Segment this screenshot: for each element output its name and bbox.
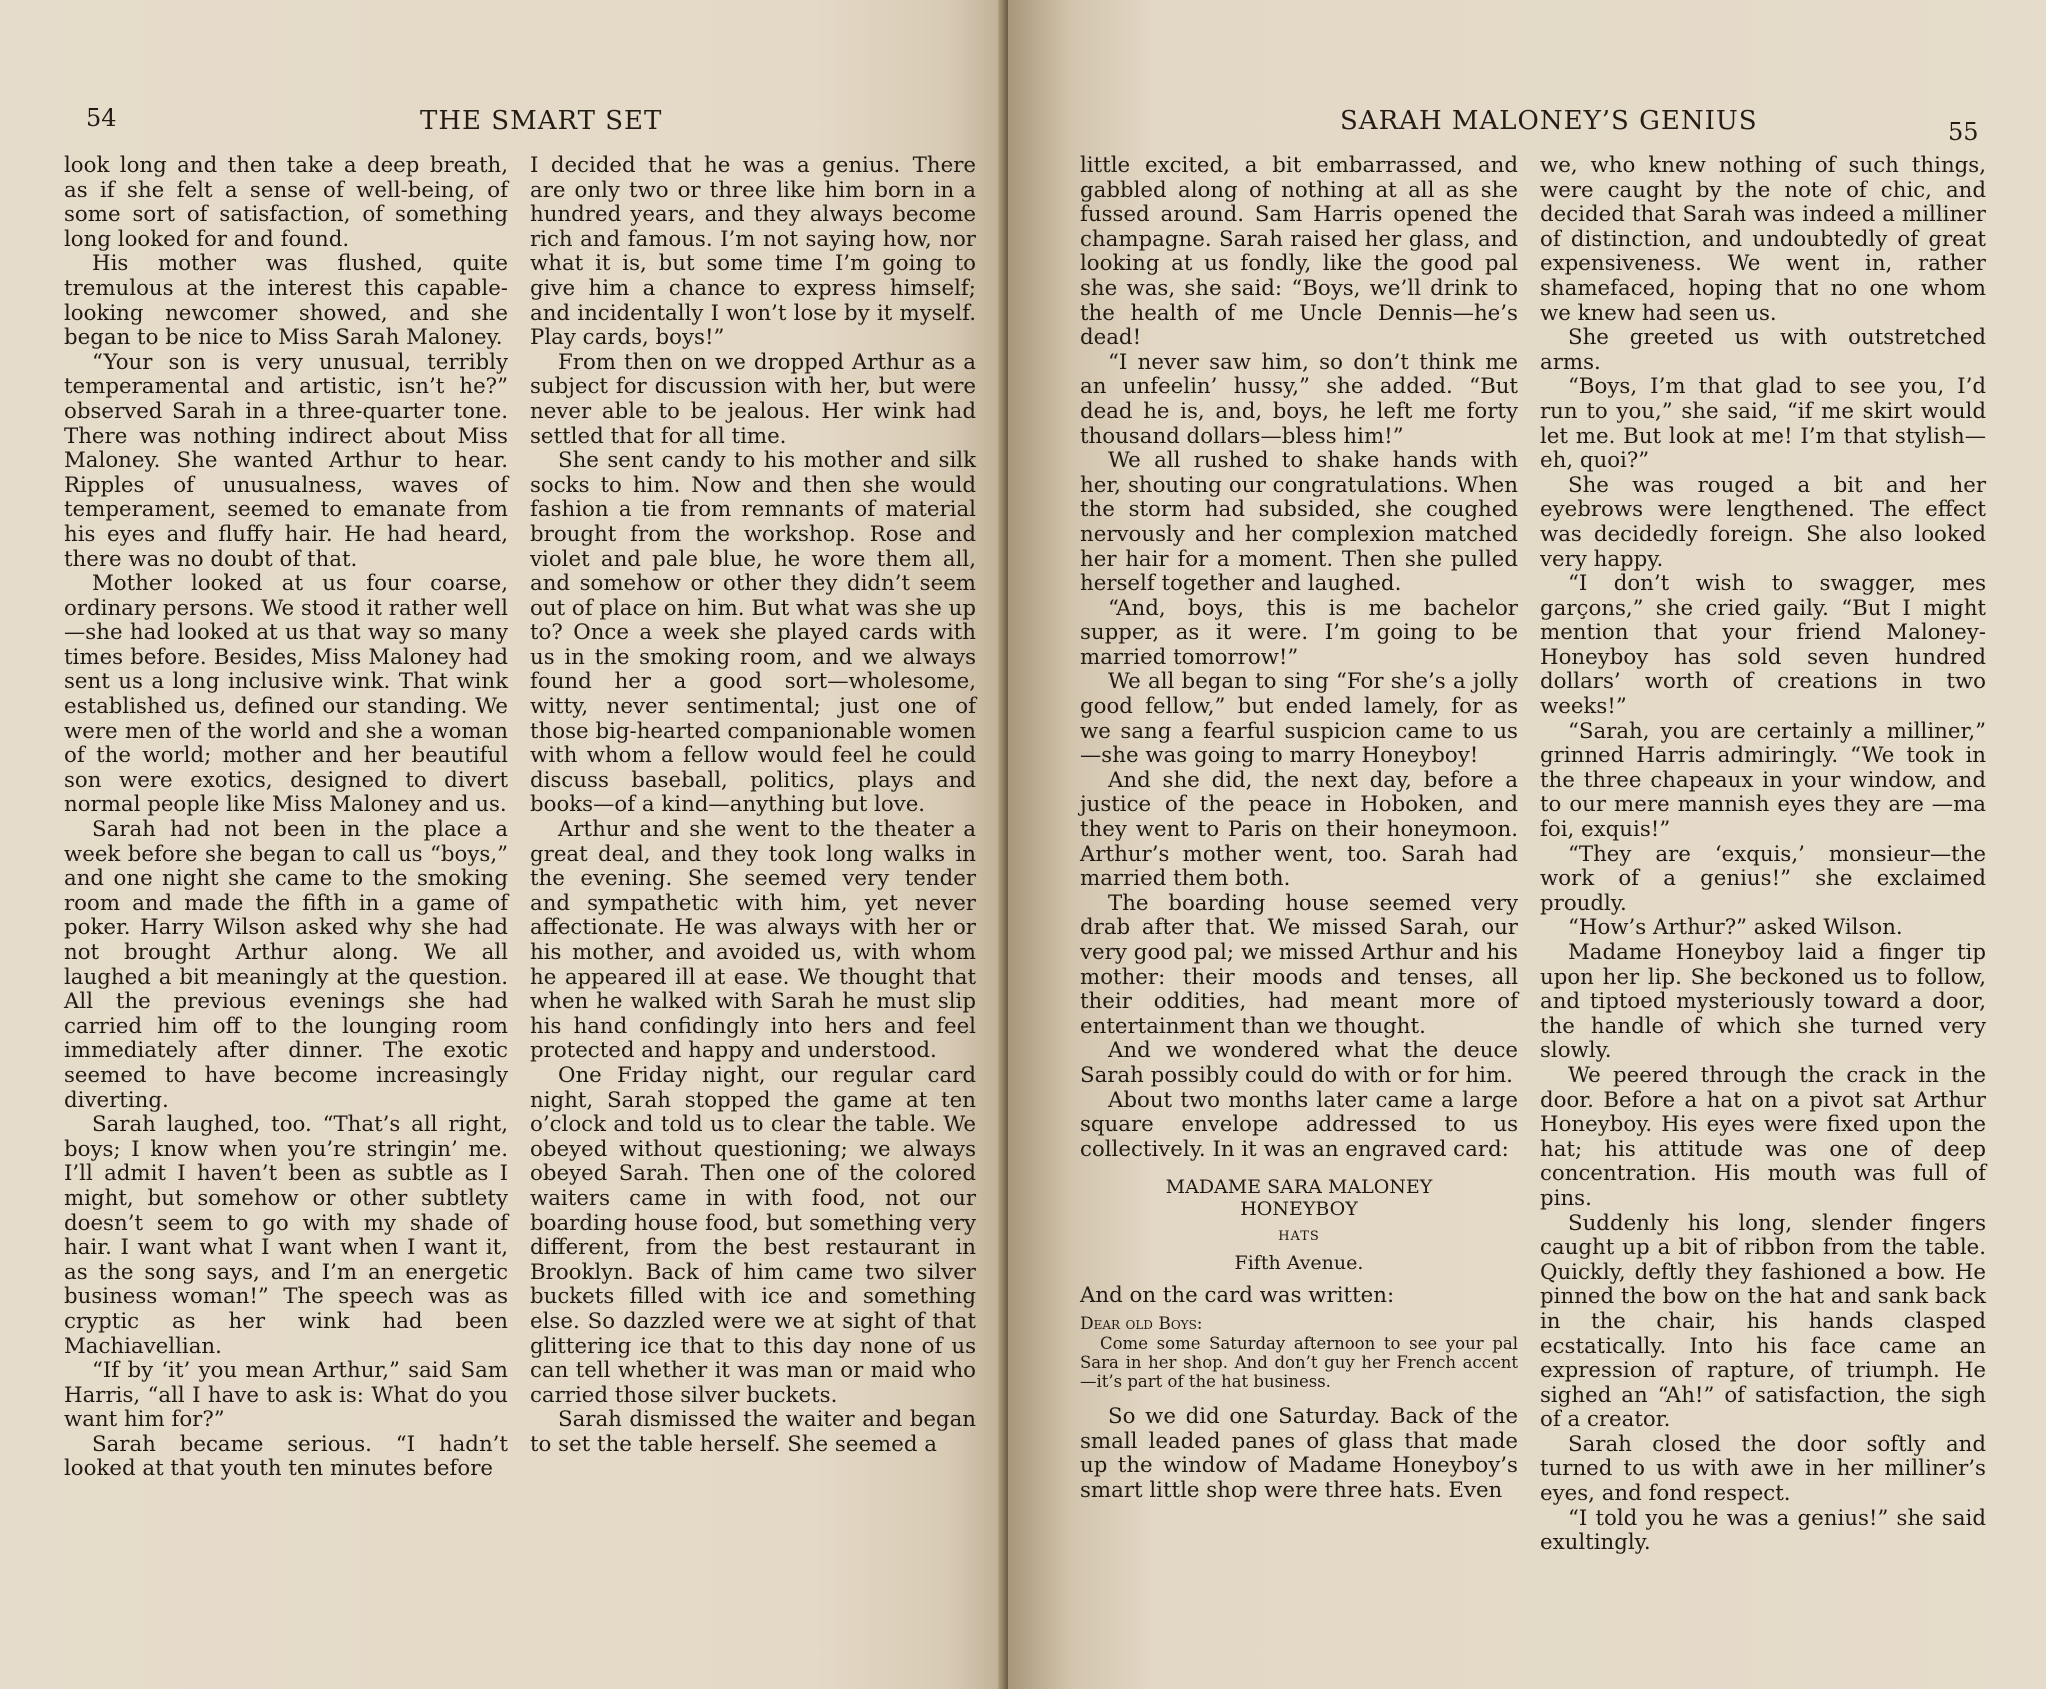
engraved-card [1080, 1176, 1518, 1274]
paragraph: look long and then take a deep breath, as if she felt a sense of well-being, of some sort of satisfaction, of something long looked for and found. [64, 153, 508, 252]
paragraph: From then on we dropped Arthur as a subject for discussion with her, but were never able to be jealous. Her wink had settled that for all time. [530, 349, 976, 449]
card-line: Fifth Avenue. [1234, 1252, 1364, 1275]
paragraph: Suddenly his long, slender fingers caught up a bit of ribbon from the table. Quickly, deftly they fashioned a bow. He pinned the bow on the hat and sank back in the chair, his hands clasped ecstatically. Into his face came an expression of rapture, of triumph. He sighed an “Ah!” of satisfaction, the sigh of a creator. [1540, 1210, 1986, 1433]
paragraph: And she did, the next day, before a justice of the peace in Hoboken, and they went to Paris on their honeymoon. Arthur’s mother went, too. Sarah had married them both. [1080, 767, 1518, 892]
paragraph: Sarah closed the door softly and turned to us with awe in her milliner’s eyes, and fond respect. [1540, 1431, 1986, 1507]
right-column-1 [1080, 154, 1518, 1503]
left-column-1 [64, 154, 508, 1482]
paragraph: “Boys, I’m that glad to see you, I’d run to you,” she said, “if me skirt would let me. But look at me! I’m that stylish—eh, quoi?” [1540, 374, 1986, 474]
paragraph: “I never saw him, so don’t think me an unfeelin’ hussy,” she added. “But dead he is, and, boys, he left me forty thousand dollars—bless him!” [1080, 349, 1518, 449]
paragraph: She greeted us with outstretched arms. [1540, 325, 1986, 375]
paragraph: “And, boys, this is me bachelor supper, as it were. I’m going to be married tomorrow!” [1080, 595, 1518, 670]
card-line: HATS [1278, 1229, 1320, 1245]
paragraph: Sarah had not been in the place a week before she began to call us “boys,” and one night she came to the smoking room and made the fifth in a game of poker. Harry Wilson asked why she had not brought Arthur along. We all laughed a bit meaningly at the question. All the previous evenings she had carried him off to the lounging room immediately after dinner. The exotic seemed to have become increasingly diverting. [64, 817, 508, 1113]
paragraph: We all began to sing “For she’s a jolly good fellow,” but ended lamely, for as we sang a fearful suspicion came to us —she was going to marry Honeyboy! [1080, 669, 1518, 769]
paragraph: Sarah dismissed the waiter and began to set the table herself. She seemed a [530, 1407, 976, 1457]
paragraph: And we wondered what the deuce Sarah possibly could do with or for him. [1080, 1038, 1518, 1088]
paragraph: little excited, a bit embarrassed, and gabbled along of nothing at all as she fussed around. Sam Harris opened the champagne. Sarah raised her glass, and looking at us fondly, like the good pal she was, she said: “Boys, we’ll drink to the health of me Uncle Dennis—he’s dead! [1080, 153, 1518, 351]
paragraph: The boarding house seemed very drab after that. We missed Sarah, our very good pal; we missed Arthur and his mother: their moods and tenses, all their oddities, had meant more of entertainment than we thought. [1080, 890, 1518, 1039]
running-head-left: THE SMART SET [420, 106, 663, 136]
paragraph: “They are ‘exquis,’ monsieur—the work of a genius!” she exclaimed proudly. [1540, 841, 1986, 916]
paragraph: Sarah laughed, too. “That’s all right, boys; I know when you’re stringin’ me. I’ll admit I haven’t been as subtle as I might, but somehow or other subtlety doesn’t seem to go with my shade of hair. I want what I want when I want it, as the song says, and I’m an energetic business woman!” The speech was as cryptic as her wink had been Machiavellian. [64, 1112, 508, 1359]
paragraph: She was rouged a bit and her eyebrows were lengthened. The effect was decidedly foreign. She also looked very happy. [1540, 472, 1986, 572]
handwritten-note [1080, 1315, 1518, 1391]
left-page [0, 0, 1018, 1689]
page-number-right: 55 [1948, 118, 1979, 146]
paragraph: She sent candy to his mother and silk socks to him. Now and then she would fashion a tie from remnants of material brought from the workshop. Rose and violet and pale blue, he wore them all, and somehow or other they didn’t seem out of place on him. But what was she up to? Once a week she played cards with us in the smoking room, and we always found her a good sort—wholesome, witty, never sentimental; just one of those big-hearted companionable women with whom a fellow would feel he could discuss baseball, politics, plays and books—of a kind—anything but love. [530, 448, 977, 818]
paragraph: “If by ‘it’ you mean Arthur,” said Sam Harris, “all I have to ask is: What do you want him for?” [64, 1358, 508, 1433]
right-column-2 [1540, 154, 1986, 1556]
card-line: MADAME SARA MALONEY [1165, 1176, 1433, 1199]
paragraph: So we did one Saturday. Back of the small leaded panes of glass that made up the window of Madame Honeyboy’s smart little shop were three hats. Even [1080, 1403, 1518, 1503]
paragraph: One Friday night, our regular card night, Sarah stopped the game at ten o’clock and told us to clear the table. We obeyed without questioning; we always obeyed Sarah. Then one of the colored waiters came in with food, not our boarding house food, but something very different, from the best restaurant in Brooklyn. Back of him came two silver buckets filled with ice and something else. So dazzled were we at sight of that glittering ice that to this day none of us can tell whether it was man or maid who carried those silver buckets. [530, 1062, 976, 1408]
paragraph: Mother looked at us four coarse, ordinary persons. We stood it rather well —she had looked at us that way so many times before. Besides, Miss Maloney had sent us a long inclusive wink. That wink established us, defined our standing. We were men of the world and she a woman of the world; mother and her beautiful son were exotics, designed to divert normal people like Miss Maloney and us. [64, 571, 508, 818]
note-salutation: Dear old Boys: [1080, 1313, 1203, 1334]
paragraph: “I told you he was a genius!” she said exultingly. [1540, 1505, 1986, 1556]
left-column-2 [530, 154, 976, 1457]
paragraph: “How’s Arthur?” asked Wilson. [1568, 915, 1903, 941]
paragraph: Sarah became serious. “I hadn’t looked at that youth ten minutes before [64, 1431, 508, 1482]
right-page [1008, 0, 2046, 1689]
paragraph: we, who knew nothing of such things, were caught by the note of chic, and decided that Sarah was indeed a milliner of distinction, and undoubtedly of great expensiveness. We went in, rather shamefaced, hoping that no one whom we knew had seen us. [1540, 153, 1986, 326]
paragraph: We peered through the crack in the door. Before a hat on a pivot sat Arthur Honeyboy. His eyes were fixed upon the hat; his attitude was one of deep concentration. His mouth was full of pins. [1540, 1062, 1986, 1211]
card-line: HONEYBOY [1240, 1198, 1358, 1221]
running-head-right: SARAH MALONEY’S GENIUS [1340, 106, 1758, 136]
paragraph: Madame Honeyboy laid a finger tip upon her lip. She beckoned us to follow, and tiptoed mysteriously toward a door, the handle of which she turned very slowly. [1540, 940, 1986, 1064]
paragraph: His mother was flushed, quite tremulous at the interest this capable-looking newcomer showed, and she began to be nice to Miss Sarah Maloney. [64, 251, 508, 351]
paragraph: I decided that he was a genius. There are only two or three like him born in a hundred years, and they always become rich and famous. I’m not saying how, nor what it is, but some time I’m going to give him a chance to express himself; and incidentally I won’t lose by it myself. Play cards, boys!” [530, 153, 976, 351]
page-number-left: 54 [86, 104, 117, 132]
paragraph: About two months later came a large square envelope addressed to us collectively. In it was an engraved card: [1080, 1087, 1518, 1162]
paragraph: “Your son is very unusual, terribly temperamental and artistic, isn’t he?” observed Sarah in a three-quarter tone. There was nothing indirect about Miss Maloney. She wanted Arthur to hear. Ripples of unusualness, waves of temperament, seemed to emanate from his eyes and fluffy hair. He had heard, there was no doubt of that. [64, 349, 508, 572]
paragraph: “Sarah, you are certainly a milliner,” grinned Harris admiringly. “We took in the three chapeaux in your window, and to our mere mannish eyes they are —ma foi, exquis!” [1540, 718, 1986, 843]
paragraph: “I don’t wish to swagger, mes garçons,” she cried gaily. “But I might mention that your friend Maloney-Honeyboy has sold seven hundred dollars’ worth of creations in two weeks!” [1540, 571, 1986, 720]
paragraph: Arthur and she went to the theater a great deal, and they took long walks in the evening. She seemed very tender and sympathetic with him, yet never affectionate. He was always with her or his mother, and avoided us, with whom he appeared ill at ease. We thought that when he walked with Sarah he must slip his hand confidingly into hers and feel protected and happy and understood. [530, 817, 976, 1064]
note-body: Come some Saturday afternoon to see your pal Sara in her shop. And don’t guy her French accent—it’s part of the hat business. [1080, 1333, 1518, 1391]
paragraph: And on the card was written: [1080, 1283, 1395, 1309]
paragraph: We all rushed to shake hands with her, shouting our congratulations. When the storm had subsided, she coughed nervously and her complexion matched her hair for a moment. Then she pulled herself together and laughed. [1080, 448, 1518, 597]
